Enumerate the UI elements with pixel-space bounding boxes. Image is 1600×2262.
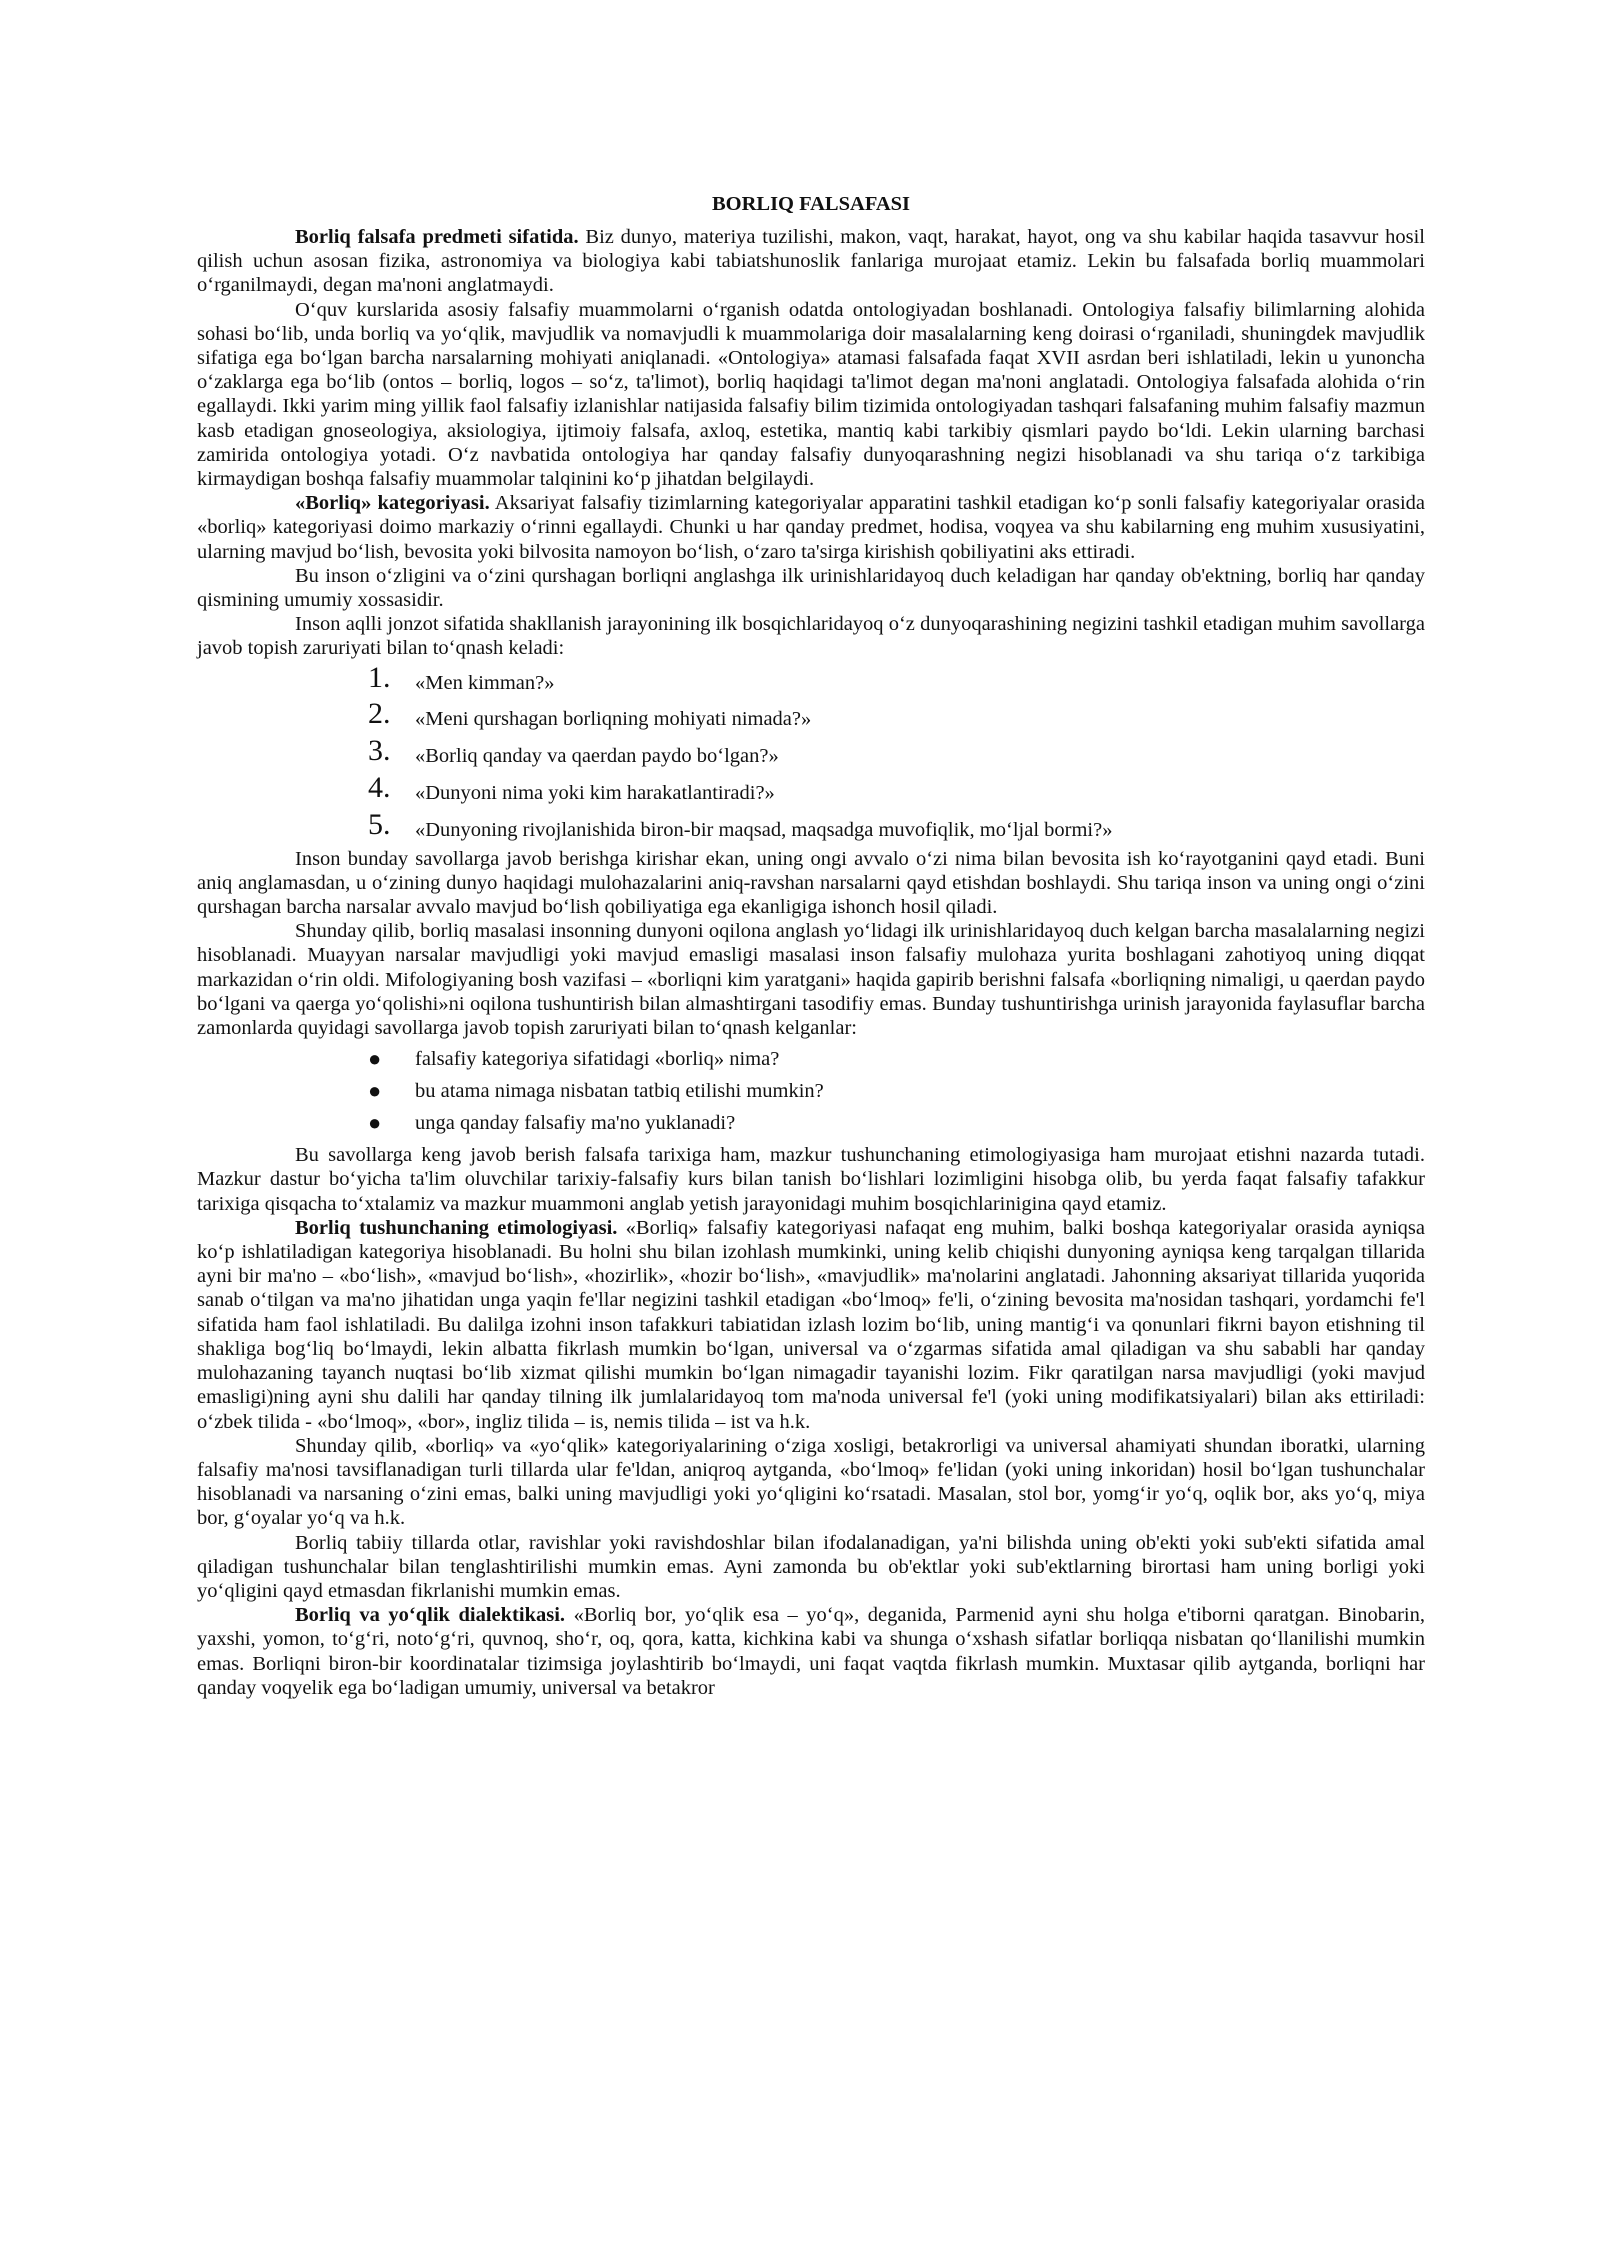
bullet-icon: ●	[368, 1078, 382, 1104]
paragraph-1: Borliq falsafa predmeti sifatida. Biz dunyo, materiya tuzilishi, makon, vaqt, harakat, hayot, ong va shu kabilar haqida tasavvur hosil qilish uchun asosan fizika, astronomiya va biologiya kabi tabiatshunoslik fanlariga murojaat etamiz. Lekin bu falsafada borliq muammolari oʻrganilmaydi, degan ma'noni anglatmaydi.	[197, 226, 1425, 297]
list-item: ● falsafiy kategoriya sifatidagi «borliq» nima?	[368, 1046, 780, 1072]
list-item: 1. «Men kimman?»	[197, 663, 1425, 700]
bullet-question-list	[197, 1043, 1425, 1139]
document-title: BORLIQ FALSAFASI	[711, 193, 910, 215]
list-number: 2.	[368, 697, 391, 731]
section-heading: Borliq tushunchaning etimologiyasi.	[295, 1216, 618, 1239]
list-item: ● bu atama nimaga nisbatan tatbiq etilishi mumkin?	[368, 1078, 824, 1104]
paragraph-12: Borliq va yoʻqlik dialektikasi. «Borliq bor, yoʻqlik esa – yoʻq», deganida, Parmenid ayni shu holga e'tiborni qaratgan. Binobarin, yaxshi, yomon, toʻgʻri, notoʻgʻri, quvnoq, shoʻr, oq, qora, katta, kichkina kabi va shunga oʻxshash sifatlar borliqqa nisbatan qoʻllanilishi mumkin emas. Borliqni biron-bir koordinatalar tizimsiga joylashtirib boʻlmaydi, uni faqat vaqtda fikrlash mumkin. Muxtasar qilib aytganda, borliqni har qanday voqyelik ega boʻladigan umumiy, universal va betakror	[197, 1604, 1425, 1699]
section-heading: Borliq va yoʻqlik dialektikasi.	[295, 1604, 566, 1627]
paragraph-4: Bu inson oʻzligini va oʻzini qurshagan borliqni anglashga ilk urinishlaridayoq duch keladigan har qanday ob'ektning, borliq har qanday qismining umumiy xossasidir.	[197, 564, 1425, 612]
list-number: 1.	[368, 660, 391, 694]
list-item: ● unga qanday falsafiy ma'no yuklanadi?	[368, 1110, 736, 1136]
list-item: 3. «Borliq qanday va qaerdan paydo boʻlgan?»	[197, 736, 1425, 773]
paragraph-11: Borliq tabiiy tillarda otlar, ravishlar yoki ravishdoshlar bilan ifodalanadigan, ya'ni bilishda uning ob'ekti yoki sub'ekti sifatida amal qiladigan tushunchalar bilan tenglashtirilishi mumkin emas. Ayni zamonda bu ob'ektlar yoki sub'ektlarning birortasi ham uning borligi yoki yoʻqligini qayd etmasdan fikrlanishi mumkin emas.	[197, 1531, 1425, 1602]
list-item: 5. «Dunyoning rivojlanishida biron-bir maqsad, maqsadga muvofiqlik, moʻljal bormi?»	[197, 810, 1425, 847]
paragraph-9: Borliq tushunchaning etimologiyasi. «Borliq» falsafiy kategoriyasi nafaqat eng muhim, balki boshqa kategoriyalar orasida ayniqsa koʻp ishlatiladigan kategoriya hisoblanadi. Bu holni shu bilan izohlash mumkinki, uning kelib chiqishi dunyoning ayniqsa keng tarqalgan tillarida ayni bir ma'no – «boʻlish», «mavjud boʻlish», «hozirlik», «hozir boʻlish», «mavjudlik» ma'nolarini anglatadi. Jahonning aksariyat tillarida yuqorida sanab oʻtilgan va ma'no jihatidan unga yaqin fe'llar negizini tashkil etadigan «boʻlmoq» fe'li, oʻzining bevosita ma'nosidan tashqari, yordamchi fe'l sifatida ham faol ishlatiladi. Bu dalilga izohni inson tafakkuri tabiatidan izlash lozim boʻlib, uning mantigʻi va qonunlari fikrni bayon etishning til shakliga bogʻliq boʻlmaydi, lekin albatta fikrlash mumkin boʻlgan, universal va oʻzgarmas sifatida amal qiladigan va shu sababli har qanday mulohazaning tayanch nuqtasi boʻlib xizmat qilishi mumkin boʻlgan nimagadir tayanishi lozim. Fikr qaratilgan narsa mavjudligi (yoki mavjud emasligi)ning ayni shu dalili har qanday tilning ilk jumlalaridayoq tom ma'noda universal fe'l (yoki uning modifikatsiyalari) bilan aks ettiriladi: oʻzbek tilida - «boʻlmoq», «bor», ingliz tilida – is, nemis tilida – ist va h.k.	[197, 1216, 1425, 1433]
paragraph-6: Inson bunday savollarga javob berishga kirishar ekan, uning ongi avvalo oʻzi nima bilan bevosita ish koʻrayotganini qayd etadi. Buni aniq anglamasdan, u oʻzining dunyo haqidagi mulohazalarini aniq-ravshan narsalarni qayd etishdan boshlaydi. Shu tariqa inson va uning ongi oʻzini qurshagan barcha narsalar avvalo mavjud boʻlish qobiliyatiga ega ekanligiga ishonch hosil qiladi.	[197, 847, 1425, 919]
paragraph-10: Shunday qilib, «borliq» va «yoʻqlik» kategoriyalarining oʻziga xosligi, betakrorligi va universal ahamiyati shundan iboratki, ularning falsafiy ma'nosi tavsiflanadigan turli tillarda ular fe'ldan, aniqroq aytganda, «boʻlmoq» fe'lidan (yoki uning inkoridan) hosil boʻlgan tushunchalar hisoblanadi va narsaning oʻzini emas, balki uning mavjudligi yoki yoʻqligini koʻrsatadi. Masalan, stol bor, yomgʻir yoʻq, oqlik bor, aks yoʻq, miya bor, gʻoyalar yoʻq va h.k.	[197, 1434, 1425, 1530]
bullet-icon: ●	[368, 1046, 382, 1072]
list-item: 2. «Meni qurshagan borliqning mohiyati nimada?»	[197, 699, 1425, 736]
paragraph-5: Inson aqlli jonzot sifatida shakllanish jarayonining ilk bosqichlaridayoq oʻz dunyoqarashining negizini tashkil etadigan muhim savollarga javob topish zaruriyati bilan toʻqnash keladi:	[197, 613, 1425, 660]
numbered-question-list	[197, 660, 1425, 847]
paragraph-3: «Borliq» kategoriyasi. Aksariyat falsafiy tizimlarning kategoriyalar apparatini tashkil etadigan koʻp sonli falsafiy kategoriyalar orasida «borliq» kategoriyasi doimo markaziy oʻrinni egallaydi. Chunki u har qanday predmet, hodisa, voqyea va shu kabilarning eng muhim xususiyatini, ularning mavjud boʻlish, bevosita yoki bilvosita namoyon boʻlish, oʻzaro ta'sirga kirishish qobiliyatini aks ettiradi.	[197, 492, 1425, 563]
document-page	[197, 192, 1425, 1700]
list-number: 4.	[368, 771, 391, 805]
list-item: 4. «Dunyoni nima yoki kim harakatlantiradi?»	[197, 773, 1425, 810]
paragraph-7: Shunday qilib, borliq masalasi insonning dunyoni oqilona anglash yoʻlidagi ilk urinishlaridayoq duch kelgan barcha masalalarning negizi hisoblanadi. Muayyan narsalar mavjudligi yoki mavjud emasligi masalasi inson falsafiy mulohaza yurita boshlagani zahotiyoq uning diqqat markazidan oʻrin oldi. Mifologiyaning bosh vazifasi – «borliqni kim yaratgani» haqida gapirib berishni falsafa «borliqning nimaligi, u qaerdan paydo boʻlgani va qaerga yoʻqolishi»ni oqilona tushuntirish bilan almashtirgani tasodifiy emas. Bunday tushuntirishga urinish jarayonida faylasuflar barcha zamonlarda quyidagi savollarga javob topish zaruriyati bilan toʻqnash kelganlar:	[197, 920, 1425, 1040]
list-number: 5.	[368, 807, 391, 841]
paragraph-8: Bu savollarga keng javob berish falsafa tarixiga ham, mazkur tushunchaning etimologiyasiga ham murojaat etishni nazarda tutadi. Mazkur dastur boʻyicha ta'lim oluvchilar tarixiy-falsafiy kurs bilan tanish boʻlishlari lozimligini hisobga olib, bu yerda faqat falsafiy tafakkur tarixiga qisqacha toʻxtalamiz va mazkur muammoni anglab yetish jarayonidagi muhim bosqichlarinigina qayd etamiz.	[197, 1144, 1425, 1215]
paragraph-2: Oʻquv kurslarida asosiy falsafiy muammolarni oʻrganish odatda ontologiyadan boshlanadi. Ontologiya falsafiy bilimlarning alohida sohasi boʻlib, unda borliq va yoʻqlik, mavjudlik va nomavjudli k muammolariga doir masalalarning keng doirasi oʻrganiladi, shuningdek mavjudlik sifatiga ega boʻlgan barcha narsalarning mohiyati aniqlanadi. «Ontologiya» atamasi falsafada faqat XVII asrdan beri ishlatiladi, lekin u yunoncha oʻzaklarga ega boʻlib (ontos – borliq, logos – soʻz, ta'limot), borliq haqidagi ta'limot degan ma'noni anglatadi. Ontologiya falsafada alohida oʻrin egallaydi. Ikki yarim ming yillik faol falsafiy izlanishlar natijasida falsafiy bilim tizimida ontologiyadan tashqari falsafaning muhim falsafiy mazmun kasb etadigan gnoseologiya, aksiologiya, ijtimoiy falsafa, axloq, estetika, mantiq kabi tarkibiy qismlari paydo boʻldi. Lekin ularning barchasi zamirida ontologiya yotadi. Oʻz navbatida ontologiya har qanday falsafiy dunyoqarashning negizi hisoblanadi va shu tariqa oʻz tarkibiga kirmaydigan boshqa falsafiy muammolar talqinini koʻp jihatdan belgilaydi.	[197, 298, 1425, 491]
bullet-icon: ●	[368, 1110, 382, 1136]
list-number: 3.	[368, 734, 391, 768]
section-heading: Borliq falsafa predmeti sifatida.	[295, 226, 579, 248]
section-heading: «Borliq» kategoriyasi.	[295, 492, 490, 515]
